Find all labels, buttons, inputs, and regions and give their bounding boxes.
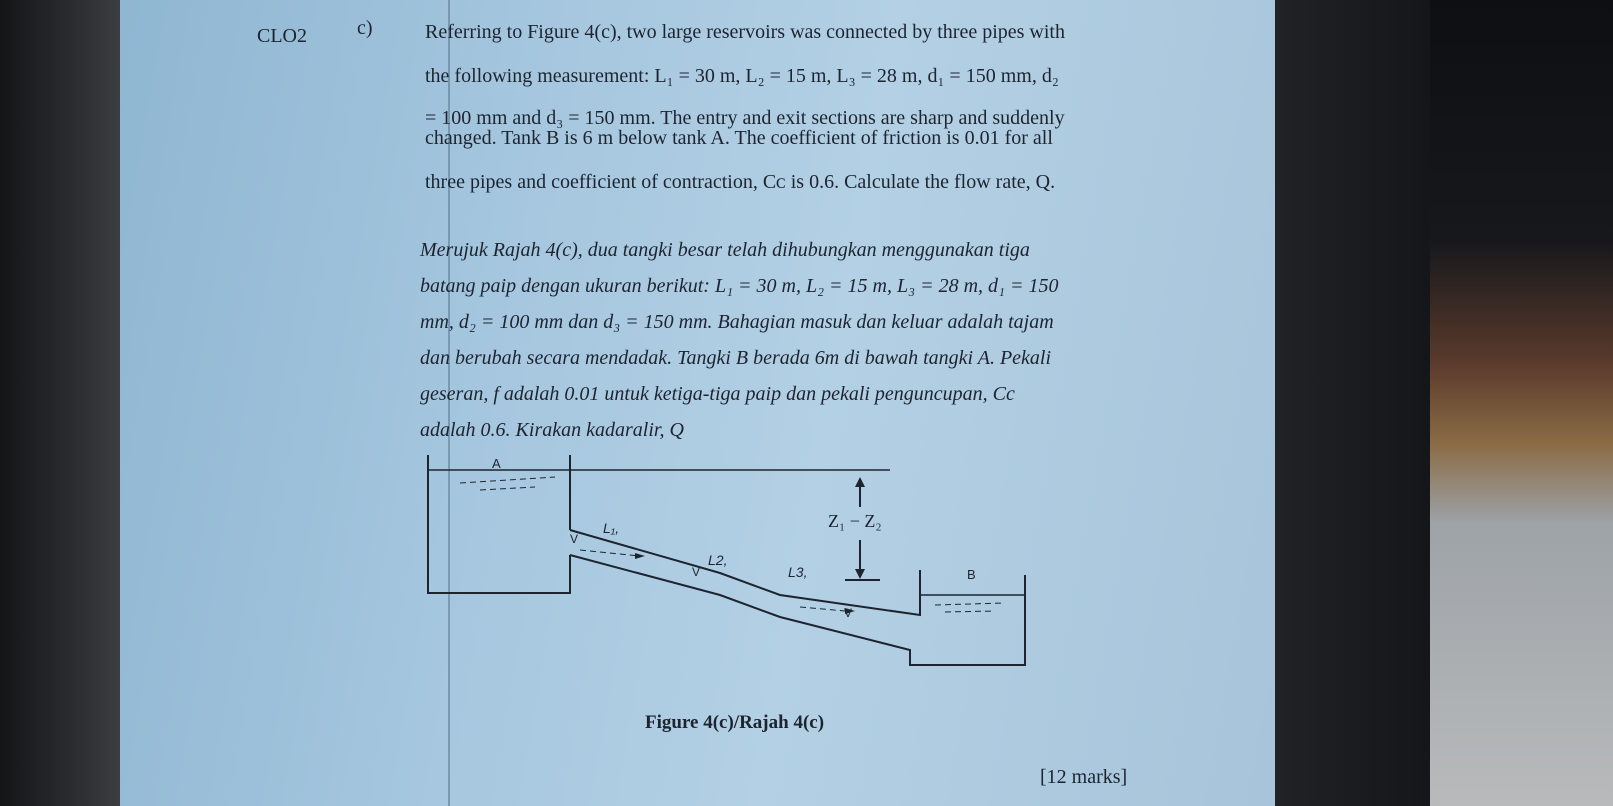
pipe3-label: L3, — [788, 564, 808, 580]
tank-a-outline — [428, 455, 570, 593]
question-part-label: c) — [357, 17, 373, 39]
english-line-2: the following measurement: L₁ = 30 m, L₂ = 15 m, L₃ = 28 m, d₁ = 150 mm, d₂ — [425, 65, 1059, 87]
tablet-left-bezel — [0, 0, 120, 806]
english-line-1: Referring to Figure 4(c), two large reservoirs was connected by three pipes with — [425, 21, 1065, 43]
malay-line-1: Merujuk Rajah 4(c), dua tangki besar telah dihubungkan menggunakan tiga — [420, 239, 1030, 261]
tank-a-label: A — [492, 456, 501, 471]
figure-caption — [645, 712, 824, 734]
pipe-upper-edge — [570, 530, 920, 615]
pipe2-label: L2, — [708, 552, 728, 568]
tablet-right-bezel — [1275, 0, 1430, 806]
velocity-label-2: V — [692, 565, 701, 579]
tank-b-label: B — [967, 567, 976, 582]
marks-label: [12 marks] — [1040, 766, 1128, 788]
english-line-5: three pipes and coefficient of contraction, Cᴄ is 0.6. Calculate the flow rate, Q. — [425, 171, 1056, 193]
velocity-label-3: V — [844, 606, 853, 620]
clo-label: CLO2 — [257, 25, 307, 47]
background-scene — [1430, 0, 1613, 806]
pipe1-label: L₁, — [603, 520, 620, 536]
malay-line-2: batang paip dengan ukuran berikut: L₁ = 30 m, L₂ = 15 m, L₃ = 28 m, d₁ = 150 — [420, 275, 1059, 297]
head-difference-label: Z₁ − Z₂ — [828, 511, 882, 531]
arrow-down-icon — [855, 569, 865, 579]
figure-caption-text: Figure 4(c)/Rajah 4(c) — [645, 712, 825, 733]
pipe-system-diagram — [420, 455, 1060, 695]
malay-line-3: mm, d₂ = 100 mm dan d₃ = 150 mm. Bahagian masuk dan keluar adalah tajam — [420, 311, 1054, 333]
malay-line-5: geseran, f adalah 0.01 untuk ketiga-tiga paip dan pekali penguncupan, Cc — [420, 383, 1015, 405]
velocity-label-1: V — [570, 532, 579, 546]
arrow-up-icon — [855, 477, 865, 487]
malay-line-4: dan berubah secara mendadak. Tangki B berada 6m di bawah tangki A. Pekali — [420, 347, 1052, 369]
malay-line-6: adalah 0.6. Kirakan kadaralir, Q — [420, 419, 684, 441]
english-line-4: changed. Tank B is 6 m below tank A. The coefficient of friction is 0.01 for all — [425, 127, 1053, 149]
english-line-3: = 100 mm and d₃ = 150 mm. The entry and exit sections are sharp and suddenly — [425, 107, 1065, 129]
